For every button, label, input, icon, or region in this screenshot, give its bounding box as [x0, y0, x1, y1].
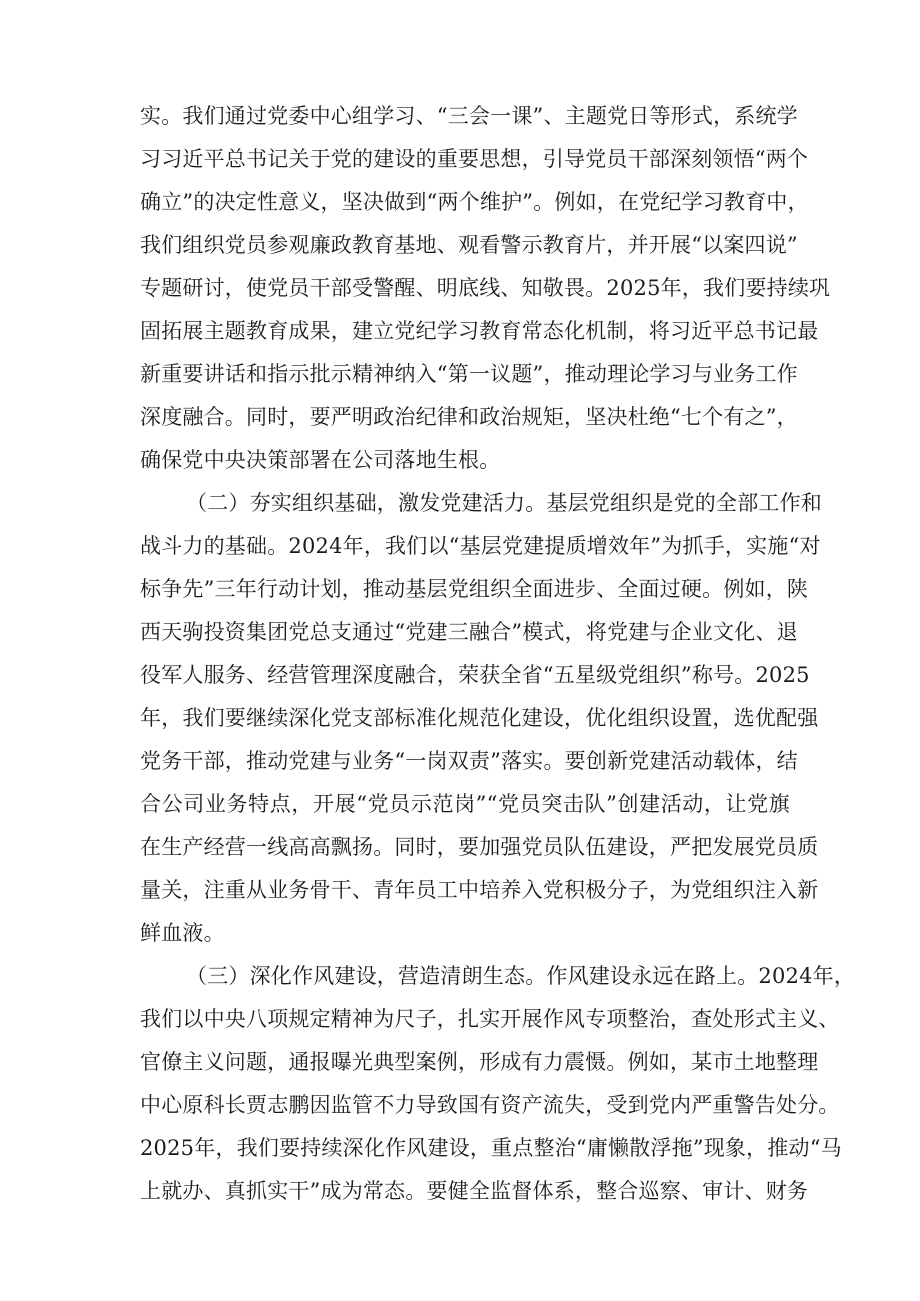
section-heading-line: （三）深化作风建设，营造清朗生态。作风建设永远在路上。2024年， — [186, 964, 856, 988]
text-line: 上就办、真抓实干”成为常态。要健全监督体系，整合巡察、审计、财务 — [140, 1179, 809, 1203]
text-line: 深度融合。同时，要严明政治纪律和政治规矩，坚决杜绝“七个有之”， — [140, 405, 798, 429]
text-line: 新重要讲话和指示批示精神纳入“第一议题”，推动理论学习与业务工作 — [140, 362, 798, 386]
text-line: 专题研讨，使党员干部受警醒、明底线、知敬畏。2025年，我们要持续巩 — [140, 276, 831, 300]
text-line: 合公司业务特点，开展“党员示范岗”“党员突击队”创建活动，让党旗 — [140, 792, 790, 816]
text-line: 年，我们要继续深化党支部标准化规范化建设，优化组织设置，选优配强 — [140, 706, 819, 730]
text-line: 我们以中央八项规定精神为尺子，扎实开展作风专项整治，查处形式主义、 — [140, 1007, 840, 1031]
text-line: 西天驹投资集团党总支通过“党建三融合”模式，将党建与企业文化、退 — [140, 620, 798, 644]
text-line: 2025年，我们要持续深化作风建设，重点整治“庸懒散浮拖”现象，推动“马 — [140, 1136, 842, 1160]
text-line: 习习近平总书记关于党的建设的重要思想，引导党员干部深刻领悟“两个 — [140, 147, 809, 171]
text-line: 我们组织党员参观廉政教育基地、观看警示教育片，并开展“以案四说” — [140, 233, 798, 257]
text-line: 中心原科长贾志鹏因监管不力导致国有资产流失，受到党内严重警告处分。 — [140, 1093, 840, 1117]
section-heading-line: （二）夯实组织基础，激发党建活力。基层党组织是党的全部工作和 — [186, 491, 822, 515]
text-line: 标争先”三年行动计划，推动基层党组织全面进步、全面过硬。例如，陕 — [140, 577, 809, 601]
text-line: 鲜血液。 — [140, 921, 225, 945]
text-line: 党务干部，推动党建与业务“一岗双责”落实。要创新党建活动载体，结 — [140, 749, 798, 773]
text-line: 役军人服务、经营管理深度融合，荣获全省“五星级党组织”称号。2025 — [140, 663, 810, 687]
text-line: 量关，注重从业务骨干、青年员工中培养入党积极分子，为党组织注入新 — [140, 878, 819, 902]
text-line: 固拓展主题教育成果，建立党纪学习教育常态化机制，将习近平总书记最 — [140, 319, 819, 343]
text-line: 战斗力的基础。2024年，我们以“基层党建提质增效年”为抓手，实施“对 — [140, 534, 821, 558]
text-line: 实。我们通过党委中心组学习、“三会一课”、主题党日等形式，系统学 — [140, 104, 798, 128]
text-line: 官僚主义问题，通报曝光典型案例，形成有力震慑。例如，某市土地整理 — [140, 1050, 819, 1074]
text-line: 在生产经营一线高高飘扬。同时，要加强党员队伍建设，严把发展党员质 — [140, 835, 819, 859]
text-line: 确保党中央决策部署在公司落地生根。 — [140, 448, 501, 472]
text-line: 确立”的决定性意义，坚决做到“两个维护”。例如，在党纪学习教育中， — [140, 190, 809, 214]
